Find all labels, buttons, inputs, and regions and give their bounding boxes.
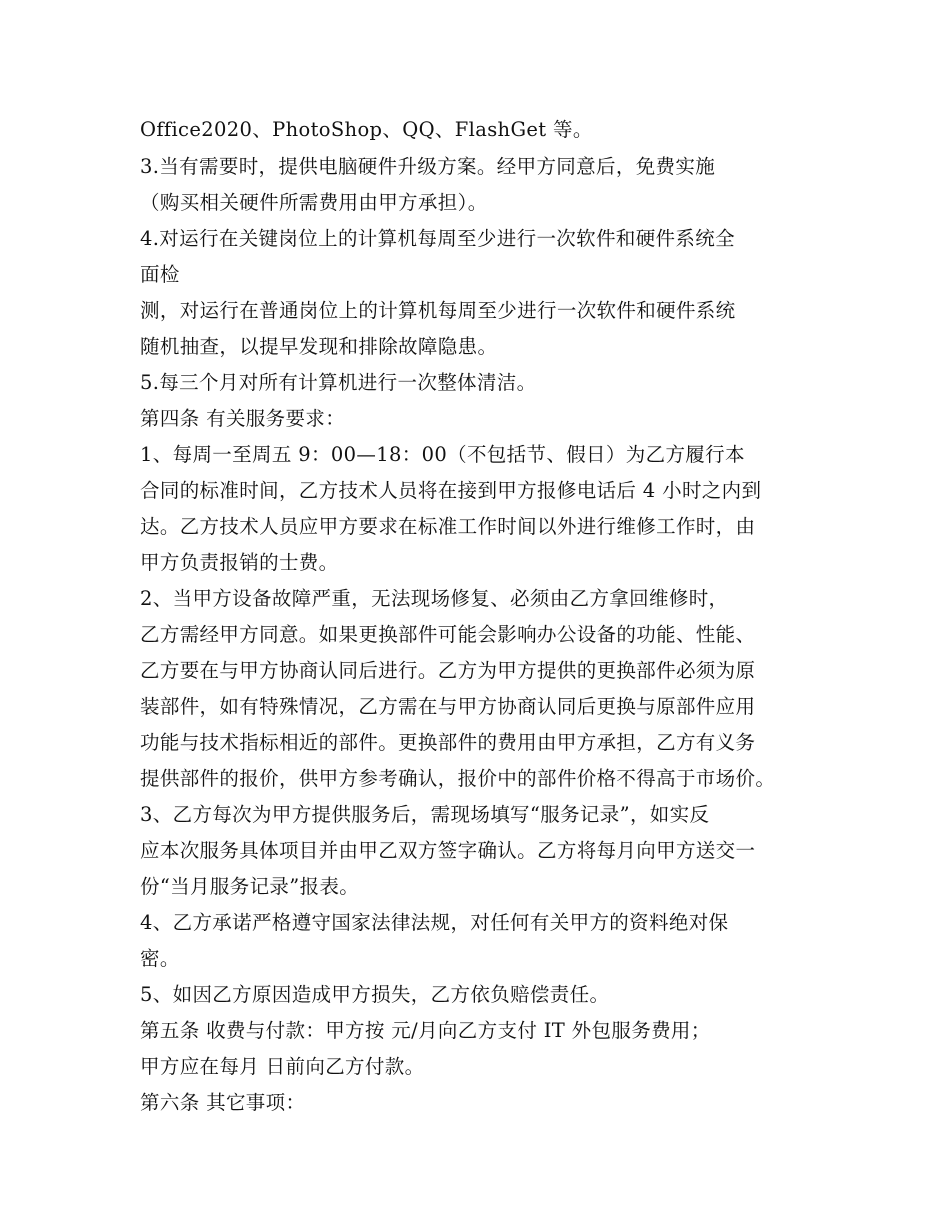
text-line: 4、乙方承诺严格遵守国家法律法规，对任何有关甲方的资料绝对保 — [140, 911, 729, 934]
text-line: 装部件，如有特殊情况，乙方需在与甲方协商认同后更换与原部件应用 — [140, 695, 756, 718]
text-line: 3.当有需要时，提供电脑硬件升级方案。经甲方同意后，免费实施 — [140, 155, 716, 178]
text-line: 4.对运行在关键岗位上的计算机每周至少进行一次软件和硬件系统全 — [140, 227, 735, 250]
text-line: 乙方要在与甲方协商认同后进行。乙方为甲方提供的更换部件必须为原 — [140, 659, 756, 682]
text-line: 5.每三个月对所有计算机进行一次整体清洁。 — [140, 371, 537, 394]
section-heading: 第五条 收费与付款：甲方按 元/月向乙方支付 IT 外包服务费用； — [140, 1019, 711, 1042]
text-line: 5、如因乙方原因造成甲方损失，乙方依负赔偿责任。 — [140, 983, 610, 1006]
text-line: 甲方应在每月 日前向乙方付款。 — [140, 1055, 425, 1078]
text-line: 达。乙方技术人员应甲方要求在标准工作时间以外进行维修工作时，由 — [140, 515, 756, 538]
text-line: 1、每周一至周五 9：00—18：00（不包括节、假日）为乙方履行本 — [140, 443, 745, 466]
text-line: 面检 — [140, 263, 180, 286]
text-line: 乙方需经甲方同意。如果更换部件可能会影响办公设备的功能、性能、 — [140, 623, 756, 646]
text-line: 3、乙方每次为甲方提供服务后，需现场填写“服务记录”，如实反 — [140, 803, 710, 826]
text-line: （购买相关硬件所需费用由甲方承担）。 — [140, 191, 488, 214]
text-line: 份“当月服务记录”报表。 — [140, 875, 360, 898]
text-line: 合同的标准时间，乙方技术人员将在接到甲方报修电话后 4 小时之内到 — [140, 479, 762, 502]
section-heading: 第四条 有关服务要求： — [140, 407, 346, 430]
text-line: 应本次服务具体项目并由甲乙双方签字确认。乙方将每月向甲方送交一 — [140, 839, 756, 862]
section-heading: 第六条 其它事项： — [140, 1091, 306, 1114]
text-line: 密。 — [140, 947, 180, 970]
text-line: 随机抽查，以提早发现和排除故障隐患。 — [140, 335, 498, 358]
text-line: 甲方负责报销的士费。 — [140, 551, 339, 574]
text-line: 功能与技术指标相近的部件。更换部件的费用由甲方承担，乙方有义务 — [140, 731, 756, 754]
text-line: 提供部件的报价，供甲方参考确认，报价中的部件价格不得高于市场价。 — [140, 767, 776, 790]
text-line: 测，对运行在普通岗位上的计算机每周至少进行一次软件和硬件系统 — [140, 299, 736, 322]
text-line: 2、当甲方设备故障严重，无法现场修复、必须由乙方拿回维修时， — [140, 587, 729, 610]
text-line: Office2020、PhotoShop、QQ、FlashGet 等。 — [140, 118, 593, 141]
